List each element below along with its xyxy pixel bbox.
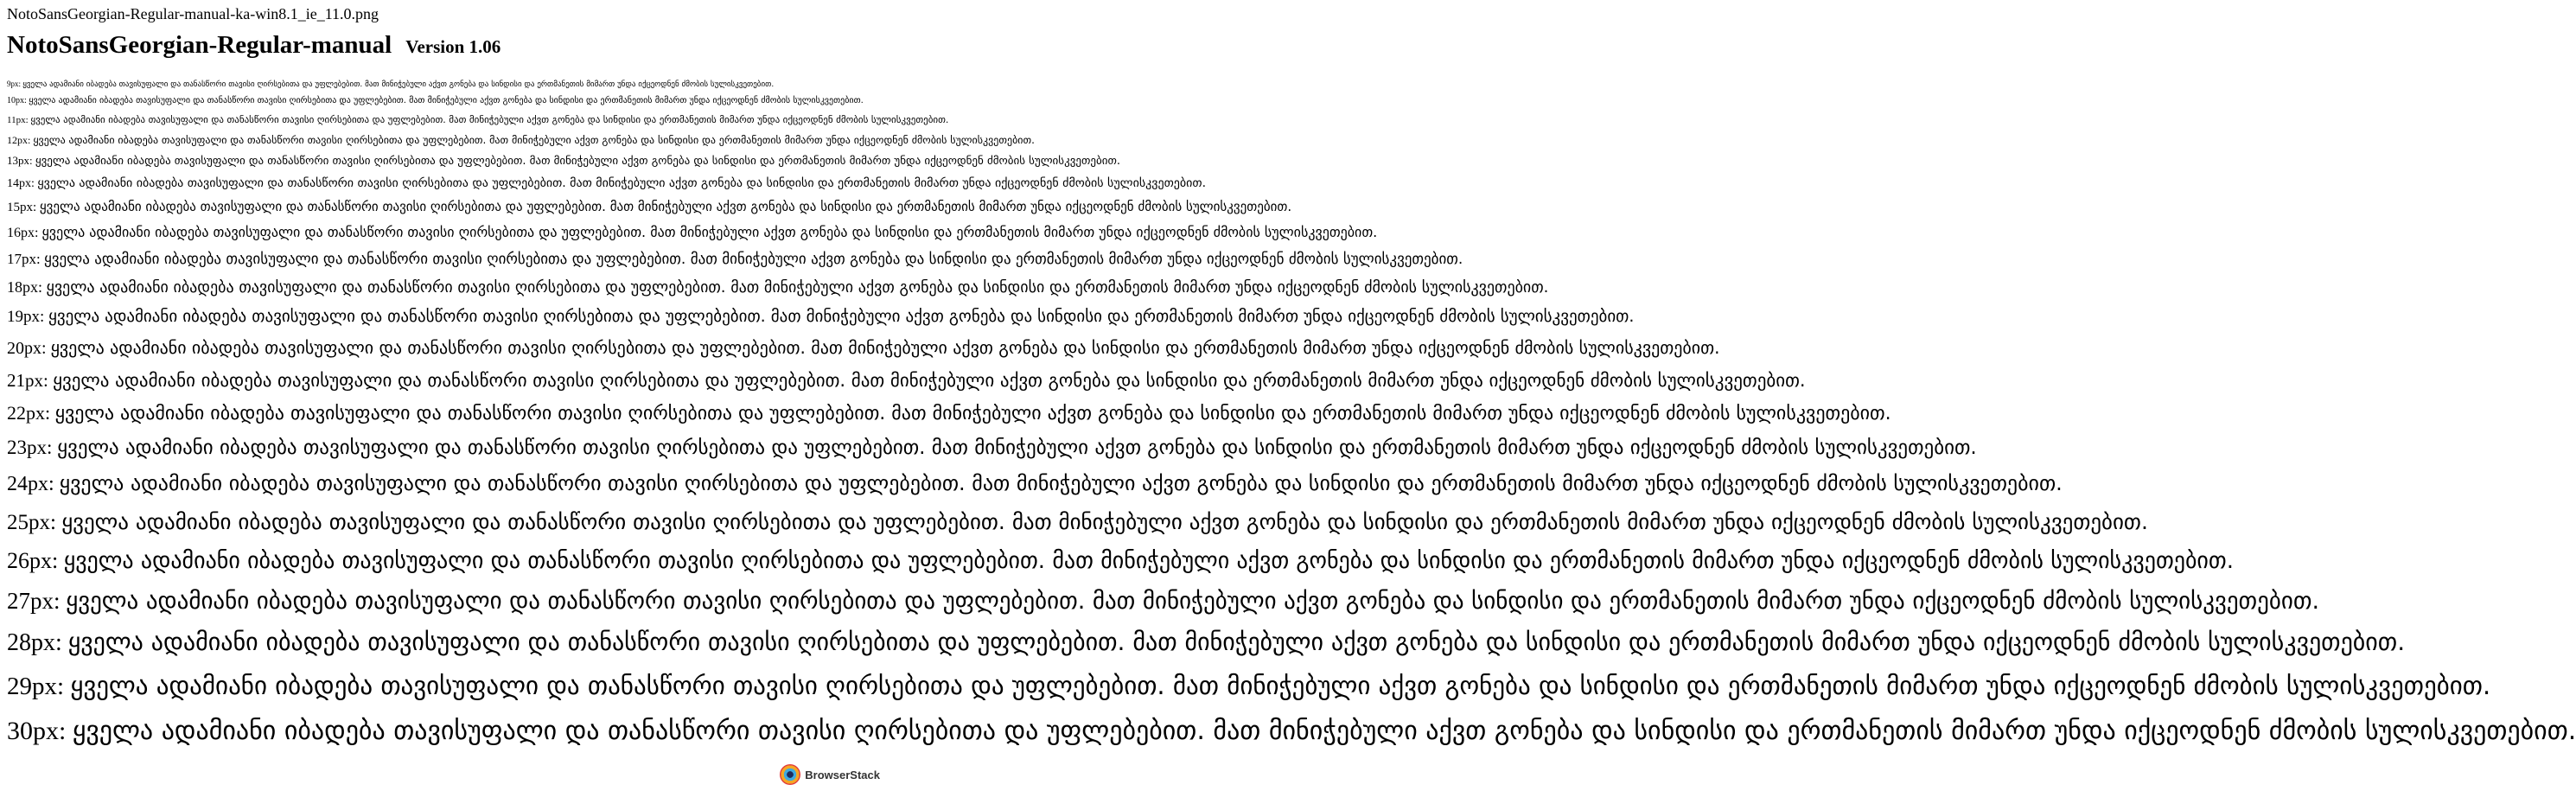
browserstack-brand: BrowserStack: [805, 768, 880, 781]
sample-size-label: 30px:: [7, 717, 67, 745]
sample-text: ყველა ადამიანი იბადება თავისუფალი და თანასწორი თავისი ღირსებითა და უფლებებით. მათ მინიჭებული აქვთ გონება და სინდისი და ერთმანეთის მიმართ უნდა იქცეოდნენ ძმობის სულისკვეთებით.: [43, 251, 1463, 268]
sample-line: [7, 627, 2406, 659]
sample-text: ყველა ადამიანი იბადება თავისუფალი და თანასწორი თავისი ღირსებითა და უფლებებით. მათ მინიჭებული აქვთ გონება და სინდისი და ერთმანეთის მიმართ უნდა იქცეოდნენ ძმობის სულისკვეთებით.: [59, 471, 2063, 495]
sample-text: ყველა ადამიანი იბადება თავისუფალი და თანასწორი თავისი ღირსებითა და უფლებებით. მათ მინიჭებული აქვთ გონება და სინდისი და ერთმანეთის მიმართ უნდა იქცეოდნენ ძმობის სულისკვეთებით.: [50, 337, 1720, 358]
sample-line: [7, 336, 1720, 360]
version-label: Version 1.06: [405, 36, 501, 57]
sample-text: ყველა ადამიანი იბადება თავისუფალი და თანასწორი თავისი ღირსებითა და უფლებებით. მათ მინიჭებული აქვთ გონება და სინდისი და ერთმანეთის მიმართ უნდა იქცეოდნენ ძმობის სულისკვეთებით.: [48, 307, 1635, 326]
sample-text: ყველა ადამიანი იბადება თავისუფალი და თანასწორი თავისი ღირსებითა და უფლებებით. მათ მინიჭებული აქვთ გონება და სინდისი და ერთმანეთის მიმართ უნდა იქცეოდნენ ძმობის სულისკვეთებით.: [30, 114, 949, 125]
sample-size-label: 15px:: [7, 201, 37, 214]
sample-line: [7, 175, 1207, 193]
sample-size-label: 18px:: [7, 278, 43, 296]
sample-size-label: 9px:: [7, 80, 22, 88]
sample-line: [7, 507, 2148, 537]
sample-size-label: 26px:: [7, 548, 59, 573]
sample-line: [7, 277, 1549, 298]
sample-line: [7, 714, 2576, 748]
sample-size-label: 20px:: [7, 339, 47, 358]
sample-text: ყველა ადამიანი იბადება თავისუფალი და თანასწორი თავისი ღირსებითა და უფლებებით. მათ მინიჭებული აქვთ გონება და სინდისი და ერთმანეთის მიმართ უნდა იქცეოდნენ ძმობის სულისკვეთებით.: [66, 588, 2320, 615]
sample-size-label: 17px:: [7, 251, 41, 267]
sample-text: ყველა ადამიანი იბადება თავისუფალი და თანასწორი თავისი ღირსებითა და უფლებებით. მათ მინიჭებული აქვთ გონება და სინდისი და ერთმანეთის მიმართ უნდა იქცეოდნენ ძმობის სულისკვეთებით.: [57, 437, 1977, 459]
sample-size-label: 16px:: [7, 226, 39, 240]
sample-line: [7, 435, 1977, 461]
sample-size-label: 10px:: [7, 96, 27, 105]
sample-text: ყველა ადამიანი იბადება თავისუფალი და თანასწორი თავისი ღირსებითა და უფლებებით. მათ მინიჭებული აქვთ გონება და სინდისი და ერთმანეთის მიმართ უნდა იქცეოდნენ ძმობის სულისკვეთებით.: [22, 80, 775, 89]
sample-size-label: 11px:: [7, 115, 29, 125]
sample-text: ყველა ადამიანი იბადება თავისუფალი და თანასწორი თავისი ღირსებითა და უფლებებით. მათ მინიჭებული აქვთ გონება და სინდისი და ერთმანეთის მიმართ უნდა იქცეოდნენ ძმობის სულისკვეთებით.: [61, 509, 2148, 534]
sample-text: ყველა ადამიანი იბადება თავისუფალი და თანასწორი თავისი ღირსებითა და უფლებებით. მათ მინიჭებული აქვთ გონება და სინდისი და ერთმანეთის მიმართ უნდა იქცეოდნენ ძმობის სულისკვეთებით.: [39, 199, 1292, 214]
sample-line: [7, 670, 2491, 703]
sample-line: [7, 132, 1035, 148]
sample-text: ყველა ადამიანი იბადება თავისუფალი და თანასწორი თავისი ღირსებითა და უფლებებით. მათ მინიჭებული აქვთ გონება და სინდისი და ერთმანეთის მიმართ უნდა იქცეოდნენ ძმობის სულისკვეთებით.: [33, 134, 1035, 146]
sample-text: ყველა ადამიანი იბადება თავისუფალი და თანასწორი თავისი ღირსებითა და უფლებებით. მათ მინიჭებული აქვთ გონება და სინდისი და ერთმანეთის მიმართ უნდა იქცეოდნენ ძმობის სულისკვეთებით.: [67, 628, 2406, 656]
sample-text: ყველა ადამიანი იბადება თავისუფალი და თანასწორი თავისი ღირსებითა და უფლებებით. მათ მინიჭებული აქვთ გონება და სინდისი და ერთმანეთის მიმართ უნდა იქცეოდნენ ძმობის სულისკვეთებით.: [72, 716, 2576, 746]
sample-size-label: 24px:: [7, 473, 54, 495]
sample-size-label: 25px:: [7, 511, 56, 534]
sample-size-label: 21px:: [7, 370, 48, 391]
sample-size-label: 14px:: [7, 177, 35, 190]
sample-text: ყველა ადამიანი იბადება თავისუფალი და თანასწორი თავისი ღირსებითა და უფლებებით. მათ მინიჭებული აქვთ გონება და სინდისი და ერთმანეთის მიმართ უნდა იქცეოდნენ ძმობის სულისკვეთებით.: [70, 671, 2491, 700]
sample-line: [7, 586, 2320, 616]
sample-size-label: 12px:: [7, 134, 31, 146]
sample-line: [7, 469, 2063, 498]
sample-text: ყველა ადამიანი იბადება თავისუფალი და თანასწორი თავისი ღირსებითა და უფლებებით. მათ მინიჭებული აქვთ გონება და სინდისი და ერთმანეთის მიმართ უნდა იქცეოდნენ ძმობის სულისკვეთებით.: [54, 403, 1891, 424]
sample-text: ყველა ადამიანი იბადება თავისუფალი და თანასწორი თავისი ღირსებითა და უფლებებით. მათ მინიჭებული აქვთ გონება და სინდისი და ერთმანეთის მიმართ უნდა იქცეოდნენ ძმობის სულისკვეთებით.: [46, 278, 1549, 297]
sample-line: [7, 94, 885, 108]
sample-line: [7, 223, 1378, 243]
sample-text: ყველა ადამიანი იბადება თავისუფალი და თანასწორი თავისი ღირსებითა და უფლებებით. მათ მინიჭებული აქვთ გონება და სინდისი და ერთმანეთის მიმართ უნდა იქცეოდნენ ძმობის სულისკვეთებით.: [63, 548, 2234, 574]
sample-size-label: 13px:: [7, 154, 33, 167]
sample-size-label: 19px:: [7, 308, 45, 326]
sample-list: [7, 78, 2576, 760]
page-title: NotoSansGeorgian-Regular-manual: [7, 31, 392, 59]
sample-size-label: 22px:: [7, 402, 51, 424]
sample-line: [7, 249, 1463, 270]
sample-line: [7, 546, 2234, 576]
browserstack-badge: [780, 763, 880, 786]
sample-size-label: 28px:: [7, 629, 62, 656]
sample-size-label: 27px:: [7, 588, 61, 614]
sample-text: ყველა ადამიანი იბადება თავისუფალი და თანასწორი თავისი ღირსებითა და უფლებებით. მათ მინიჭებული აქვთ გონება და სინდისი და ერთმანეთის მიმართ უნდა იქცეოდნენ ძმობის სულისკვეთებით.: [37, 176, 1207, 190]
sample-line: [7, 198, 1292, 217]
sample-size-label: 29px:: [7, 673, 65, 700]
page-heading: [7, 29, 501, 61]
sample-line: [7, 112, 949, 128]
browserstack-logo-icon: [780, 764, 800, 785]
sample-line: [7, 400, 1891, 426]
sample-text: ყველა ადამიანი იბადება თავისუფალი და თანასწორი თავისი ღირსებითა და უფლებებით. მათ მინიჭებული აქვთ გონება და სინდისი და ერთმანეთის მიმართ უნდა იქცეოდნენ ძმობის სულისკვეთებით.: [35, 155, 1120, 168]
sample-line: [7, 305, 1635, 329]
sample-line: [7, 368, 1806, 392]
sample-line: [7, 152, 1120, 169]
sample-line: [7, 78, 885, 91]
sample-size-label: 23px:: [7, 437, 53, 458]
sample-text: ყველა ადამიანი იბადება თავისუფალი და თანასწორი თავისი ღირსებითა და უფლებებით. მათ მინიჭებული აქვთ გონება და სინდისი და ერთმანეთის მიმართ უნდა იქცეოდნენ ძმობის სულისკვეთებით.: [53, 370, 1806, 391]
sample-text: ყველა ადამიანი იბადება თავისუფალი და თანასწორი თავისი ღირსებითა და უფლებებით. მათ მინიჭებული აქვთ გონება და სინდისი და ერთმანეთის მიმართ უნდა იქცეოდნენ ძმობის სულისკვეთებით.: [29, 96, 864, 105]
file-name: NotoSansGeorgian-Regular-manual-ka-win8.1_ie_11.0.png: [7, 5, 379, 22]
sample-text: ყველა ადამიანი იბადება თავისუფალი და თანასწორი თავისი ღირსებითა და უფლებებით. მათ მინიჭებული აქვთ გონება და სინდისი და ერთმანეთის მიმართ უნდა იქცეოდნენ ძმობის სულისკვეთებით.: [41, 224, 1378, 240]
